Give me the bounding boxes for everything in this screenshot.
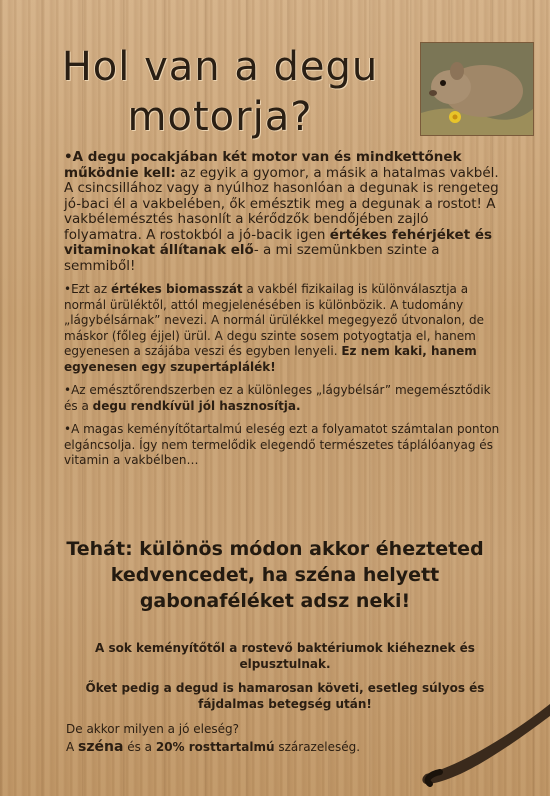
- paragraph-1: [64, 150, 504, 274]
- paragraph-2-text: a vakbél fizikailag is különválasztja a normál ürüléktől, attól megjelenésében is különbözik. A tudomány „lágybélsárnak” nevezi. A normál ürülékkel megegyező útvonalon, de máskor (főleg éjjel) ürül. A degu szinte sosem potyogtatja el, hanem egyenesen a szájába veszi és egyben lenyeli.: [64, 282, 484, 358]
- paragraph-4-text: •A magas keményítőtartalmú eleség ezt a folyamatot számtalan ponton elgáncsolja. Így nem termelődik elegendő természetes táplálóanyag és vitamin a vakbélben…: [64, 422, 500, 467]
- answer-hay: széna: [78, 739, 124, 755]
- question-text: De akkor milyen a jó eleség?: [66, 722, 239, 736]
- paragraph-2-start: •Ezt az: [64, 282, 111, 296]
- degu-image: [421, 43, 533, 135]
- page-title: Hol van a degu motorja?: [61, 44, 379, 140]
- paragraph-3: [64, 383, 504, 414]
- paragraph-3-highlight: degu rendkívül jól hasznosítja.: [92, 398, 301, 413]
- paragraph-2: [64, 282, 504, 375]
- paragraph-3-text: •Az emésztőrendszerben ez a különleges „lágybélsár” megemésztődik és a: [64, 383, 491, 413]
- conclusion-text: Tehát: különös módon akkor éhezteted kedvencedet, ha széna helyett gabonaféléket adsz neki!: [66, 538, 484, 612]
- answer-part-3: szárazeleség.: [274, 740, 361, 754]
- paragraph-1-end: - a mi szemünkben szinte a semmiből!: [64, 242, 440, 274]
- paragraph-2-end: Ez nem kaki, hanem egyenesen egy szupertáplálék!: [64, 344, 477, 374]
- degu-tail-icon: [420, 686, 550, 796]
- degu-photo: [420, 42, 534, 136]
- answer-fiber: 20% rosttartalmú: [155, 740, 275, 754]
- warning-line-2: Őket pedig a degud is hamarosan követi, esetleg súlyos és fájdalmas betegség után!: [85, 681, 485, 711]
- answer-part-2: és a: [123, 740, 156, 754]
- answer-block: [66, 720, 446, 756]
- answer-part-1: A: [66, 740, 79, 754]
- paragraph-1-text: az egyik a gyomor, a másik a hatalmas vakbél. A csincsillához vagy a nyúlhoz hasonlóan a degunak is rengeteg jó-baci él a vakbelében, ők emésztik meg a degunak a rostot! A vakbélemésztés hasonlít a kérődzők bendőjében zajló folyamatra. A rostokból a jó-bacik igen: [64, 164, 499, 243]
- paragraph-2-highlight: értékes biomasszát: [110, 282, 243, 296]
- paragraph-1-highlight: értékes fehérjéket és vitaminokat állítanak elő: [64, 226, 493, 258]
- paragraph-1-lead: •A degu pocakjában két motor van és mindkettőnek működnie kell:: [64, 149, 462, 181]
- answer-text: [66, 738, 446, 756]
- warning-line-1: A sok keményítőtől a rostevő baktériumok kiéheznek és elpusztulnak.: [95, 641, 475, 671]
- paragraph-4: [64, 422, 504, 469]
- main-text: [64, 150, 504, 477]
